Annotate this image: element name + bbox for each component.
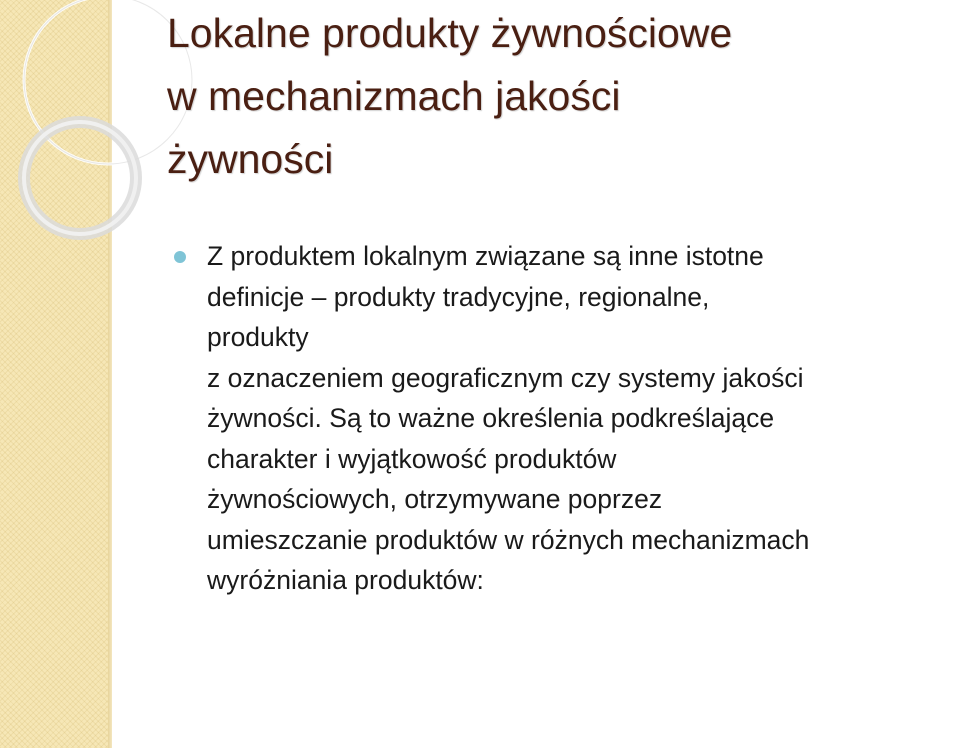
bullet-list [168, 236, 960, 601]
title-line: żywności [167, 136, 334, 182]
title-line: w mechanizmach jakości [167, 73, 621, 119]
bullet-line: Z produktem lokalnym związane są inne istotne [207, 241, 764, 271]
bullet-line: charakter i wyjątkowość produktów [207, 443, 617, 474]
bullet-line: żywności. Są to ważne określenia podkreślające [207, 403, 775, 433]
bullet-line: definicje – produkty tradycyjne, regionalne, [207, 281, 710, 312]
slide-title [167, 2, 927, 191]
bullet-text [207, 236, 960, 601]
bullet-line: produkty [207, 322, 309, 352]
bullet-line: żywnościowych, otrzymywane poprzez [207, 484, 663, 514]
bullet-dot-icon [174, 251, 186, 263]
bullet-item [168, 236, 960, 601]
bullet-line: z oznaczeniem geograficznym czy systemy jakości [207, 362, 804, 393]
bullet-line: wyróżniania produktów: [207, 565, 484, 595]
title-line: Lokalne produkty żywnościowe [167, 10, 733, 56]
bullet-line: umieszczanie produktów w różnych mechanizmach [207, 524, 810, 555]
